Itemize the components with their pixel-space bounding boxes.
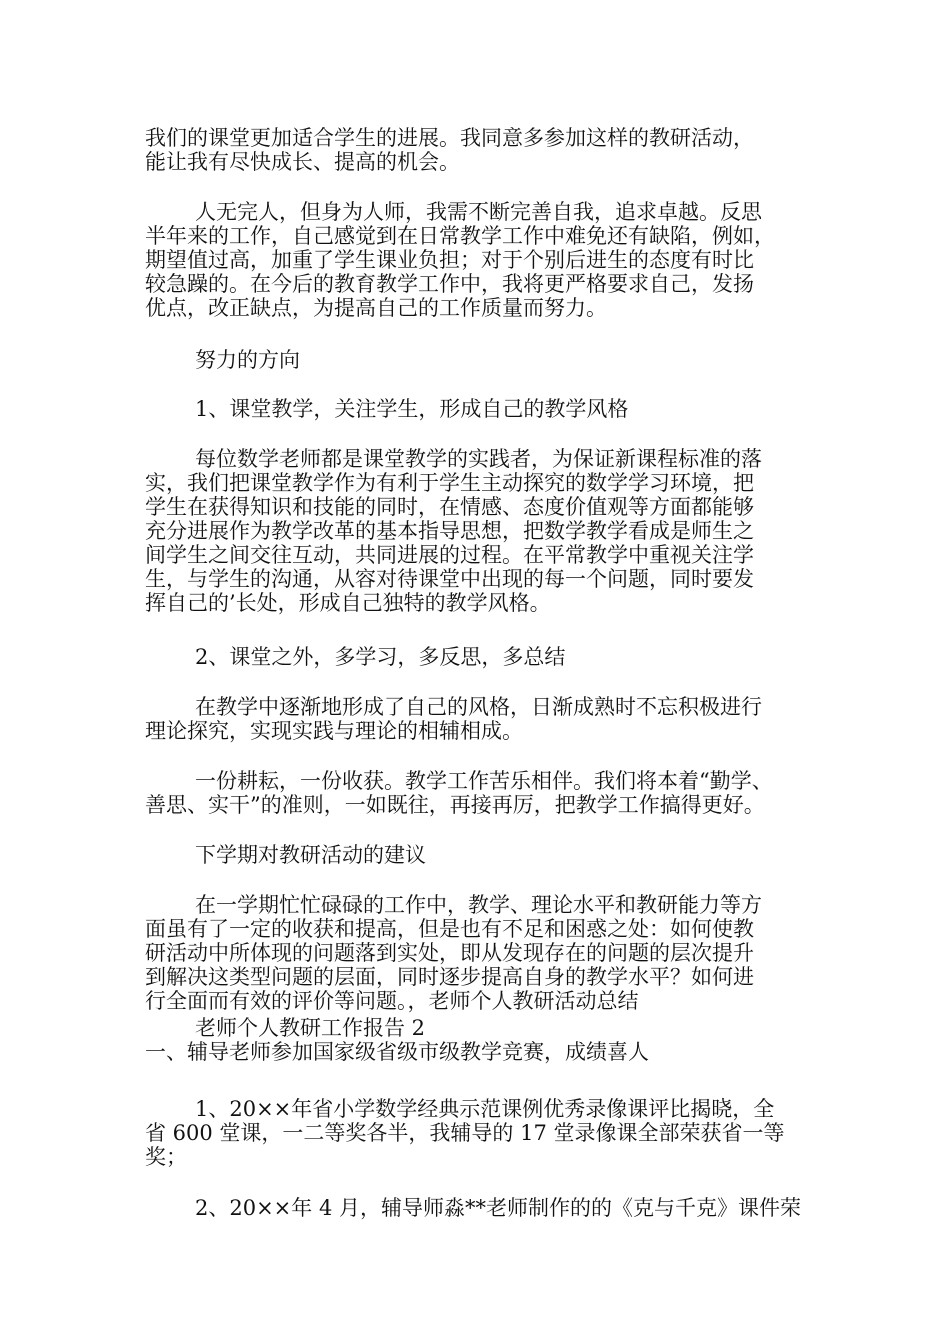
text-line: 2、20××年 4 月，辅导师淼**老师制作的的《克与千克》课件荣 <box>195 1196 801 1220</box>
paragraph-5 <box>145 769 815 817</box>
heading-text: 努力的方向 <box>195 348 300 372</box>
paragraph-2 <box>145 200 815 320</box>
paragraph-3 <box>145 447 815 615</box>
section-heading-suggestions <box>145 843 815 867</box>
text-line: 优点，改正缺点，为提高自己的工作质量而努力。 <box>145 296 607 320</box>
text-line: 面虽有了一定的收获和提高，但是也有不足和困惑之处：如何使教 <box>145 917 754 941</box>
text-line: 善思、实干”的准则，一如既往，再接再厉，把教学工作搞得更好。 <box>145 793 765 817</box>
list-item-1 <box>145 397 815 421</box>
text-line: 1、20××年省小学数学经典示范课例优秀录像课评比揭晓，全 <box>195 1097 775 1121</box>
list-item-2 <box>145 645 815 669</box>
text-line: 间学生之间交往互动，共同进展的过程。在平常教学中重视关注学 <box>145 543 754 567</box>
paragraph-6 <box>145 893 815 1013</box>
list-item-text: 2、课堂之外，多学习，多反思，多总结 <box>195 645 566 669</box>
text-line: 在一学期忙忙碌碌的工作中，教学、理论水平和教研能力等方 <box>195 893 762 917</box>
text-line: 挥自己的’长处，形成自己独特的教学风格。 <box>145 591 551 615</box>
text-line: 生，与学生的沟通，从容对待课堂中出现的每一个问题，同时要发 <box>145 567 754 591</box>
heading-text: 一、辅导老师参加国家级省级市级教学竞赛，成绩喜人 <box>145 1040 649 1064</box>
paragraph-1 <box>145 126 815 174</box>
paragraph-4 <box>145 695 815 743</box>
text-line: 较急躁的。在今后的教育教学工作中，我将更严格要求自己，发扬 <box>145 272 754 296</box>
text-line: 行全面而有效的评价等问题。，老师个人教研活动总结 <box>145 989 639 1013</box>
text-line: 人无完人，但身为人师，我需不断完善自我，追求卓越。反思 <box>195 200 762 224</box>
heading-text: 下学期对教研活动的建议 <box>195 843 426 867</box>
list-item-text: 1、课堂教学，关注学生，形成自己的教学风格 <box>195 397 629 421</box>
text-line: 期望值过高，加重了学生课业负担；对于个别后进生的态度有时比 <box>145 248 754 272</box>
text-line: 省 600 堂课，一二等奖各半，我辅导的 17 堂录像课全部荣获省一等 <box>145 1121 785 1145</box>
text-line: 实，我们把课堂教学作为有利于学生主动探究的数学学习环境，把 <box>145 471 754 495</box>
text-line: 半年来的工作，自己感觉到在日常教学工作中难免还有缺陷，例如， <box>145 224 775 248</box>
text-line: 理论探究，实现实践与理论的相辅相成。 <box>145 719 523 743</box>
section-heading-competitions <box>145 1040 815 1064</box>
report-title-2 <box>145 1016 815 1040</box>
text-line: 每位数学老师都是课堂教学的实践者，为保证新课程标准的落 <box>195 447 762 471</box>
text-line: 学生在获得知识和技能的同时，在情感、态度价值观等方面都能够 <box>145 495 754 519</box>
paragraph-7 <box>145 1097 815 1169</box>
text-line: 能让我有尽快成长、提高的机会。 <box>145 150 460 174</box>
text-line: 在教学中逐渐地形成了自己的风格，日渐成熟时不忘积极进行 <box>195 695 762 719</box>
paragraph-8 <box>145 1196 815 1220</box>
text-line: 我们的课堂更加适合学生的进展。我同意多参加这样的教研活动， <box>145 126 754 150</box>
text-line: 到解决这类型问题的层面，同时逐步提高自身的教学水平？如何进 <box>145 965 754 989</box>
section-heading-direction <box>145 348 815 372</box>
text-line: 充分进展作为教学改革的基本指导思想，把数学教学看成是师生之 <box>145 519 754 543</box>
text-line: 奖； <box>145 1145 187 1169</box>
text-line: 研活动中所体现的问题落到实处，即从发现存在的问题的层次提升 <box>145 941 754 965</box>
title-text: 老师个人教研工作报告 2 <box>195 1016 426 1040</box>
text-line: 一份耕耘，一份收获。教学工作苦乐相伴。我们将本着“勤学、 <box>195 769 773 793</box>
